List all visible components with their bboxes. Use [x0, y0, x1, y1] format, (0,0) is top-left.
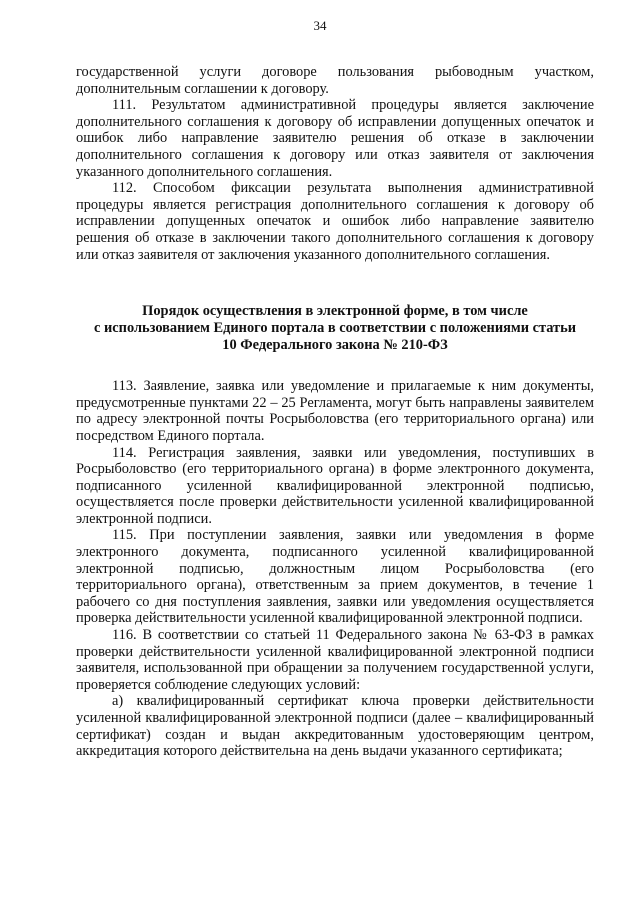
paragraph-continuation: государственной услуги договоре пользования рыбоводным участком, дополнительным соглашении к договору. [76, 64, 594, 97]
section-heading [76, 303, 594, 354]
paragraph-115: 115. При поступлении заявления, заявки или уведомления в форме электронного документа, подписанного усиленной квалифицированной электронной подписью, должностным лицом Росрыболовства (его территориального органа), ответственным за прием документов, в течение 1 рабочего со дня поступления заявления, заявки или уведомления осуществляется проверка действительности усиленной квалифицированной электронной подписи. [76, 527, 594, 627]
paragraph-112: 112. Способом фиксации результата выполнения административной процедуры является регистрация дополнительного соглашения к договору об исправлении допущенных опечаток и ошибок либо направление заявителю решения об отказе в заключении такого дополнительного соглашения к договору или отказ заявителя от заключения указанного дополнительного соглашения. [76, 180, 594, 263]
section-heading-line-1: Порядок осуществления в электронной форме, в том числе [142, 303, 528, 320]
paragraph-116: 116. В соответствии со статьей 11 Федерального закона № 63-ФЗ в рамках проверки действительности усиленной квалифицированной электронной подписи заявителя, использованной при обращении за получением государственной услуги, проверяется соблюдение следующих условий: [76, 627, 594, 693]
paragraph-116-item-a: а) квалифицированный сертификат ключа проверки действительности усиленной квалифицированной электронной подписи (далее – квалифицированный сертификат) создан и выдан аккредитованным удостоверяющим центром, аккредитация которого действительна на день выдачи указанного сертификата; [76, 693, 594, 760]
paragraph-114: 114. Регистрация заявления, заявки или уведомления, поступивших в Росрыболовство (его территориального органа) в форме электронного документа, подписанного усиленной квалифицированной электронной подписью, осуществляется после проверки действительности усиленной квалифицированной электронной подписи. [76, 444, 594, 527]
page-number: 34 [313, 18, 327, 33]
document-body [76, 64, 594, 760]
paragraph-113: 113. Заявление, заявка или уведомление и прилагаемые к ним документы, предусмотренные пунктами 22 – 25 Регламента, могут быть направлены заявителем по адресу электронной почты Росрыболовства (его территориального органа) или посредством Единого портала. [76, 378, 594, 444]
section-heading-line-3: 10 Федерального закона № 210-ФЗ [222, 337, 448, 354]
paragraph-111: 111. Результатом административной процедуры является заключение дополнительного соглашения к договору об исправлении допущенных опечаток и ошибок либо направление заявителю решения об отказе в заключении дополнительного соглашения к договору или отказ заявителя от заключения указанного дополнительного соглашения. [76, 97, 594, 180]
section-heading-line-2: с использованием Единого портала в соответствии с положениями статьи [93, 320, 577, 337]
